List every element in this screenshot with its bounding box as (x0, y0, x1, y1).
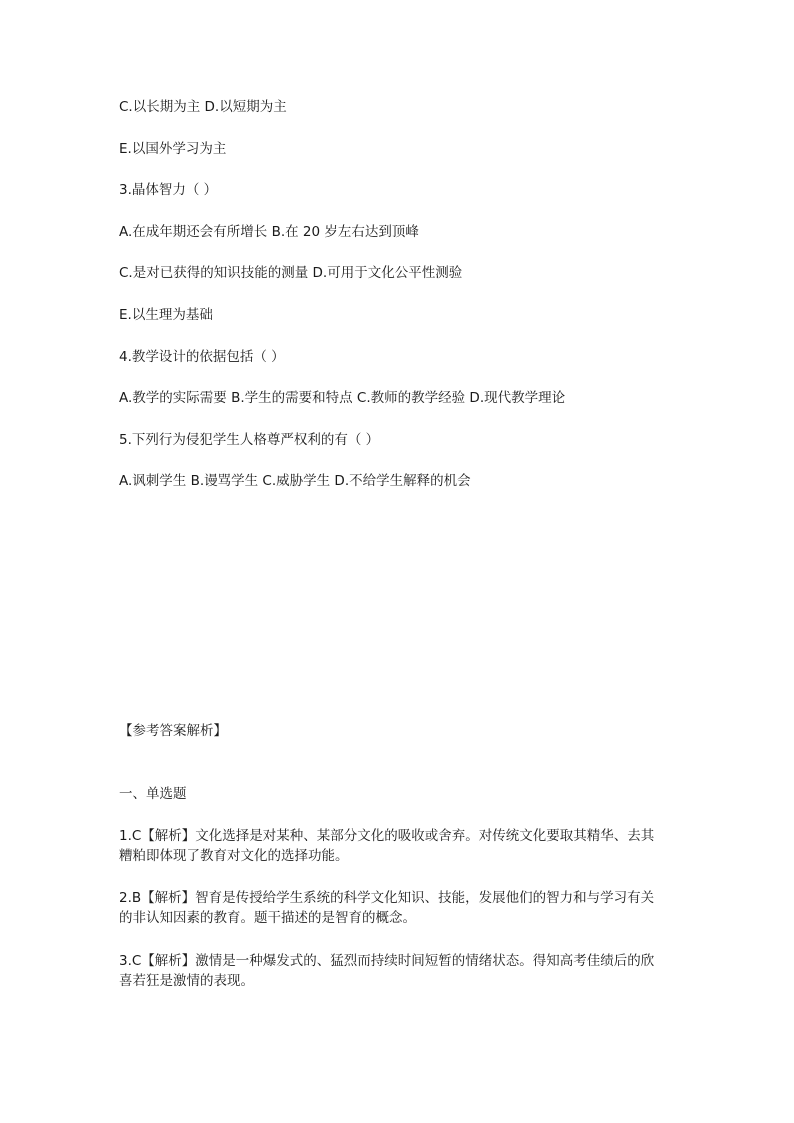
answer-1-line-1: 1.C【解析】文化选择是对某种、某部分文化的吸收或舍弃。对传统文化要取其精华、去其 (119, 828, 655, 844)
answer-3-line-2: 喜若狂是激情的表现。 (119, 973, 254, 989)
q3-options-cd: C.是对已获得的知识技能的测量 D.可用于文化公平性测验 (119, 265, 463, 281)
answer-3-line-1: 3.C【解析】激情是一种爆发式的、猛烈而持续时间短暂的情绪状态。得知高考佳绩后的欣 (119, 953, 655, 969)
answer-3 (119, 951, 679, 991)
section-title: 一、单选题 (119, 786, 187, 802)
answer-1-line-2: 糟粕即体现了教育对文化的选择功能。 (119, 848, 349, 864)
answer-2 (119, 888, 679, 928)
q3-option-e: E.以生理为基础 (119, 307, 213, 323)
answer-2-line-1: 2.B【解析】智育是传授给学生系统的科学文化知识、技能，发展他们的智力和与学习有关 (119, 890, 655, 906)
q5-options: A.讽刺学生 B.谩骂学生 C.威胁学生 D.不给学生解释的机会 (119, 473, 471, 489)
q2-option-e: E.以国外学习为主 (119, 141, 227, 157)
q4-stem: 4.教学设计的依据包括（ ） (119, 349, 285, 365)
answers-heading: 【参考答案解析】 (119, 723, 227, 739)
q3-stem: 3.晶体智力（ ） (119, 182, 218, 198)
answer-1 (119, 826, 679, 866)
q2-options-cd: C.以长期为主 D.以短期为主 (119, 99, 287, 115)
q4-options: A.教学的实际需要 B.学生的需要和特点 C.教师的教学经验 D.现代教学理论 (119, 390, 566, 406)
answer-2-line-2: 的非认知因素的教育。题干描述的是智育的概念。 (119, 910, 416, 926)
q5-stem: 5.下列行为侵犯学生人格尊严权利的有（ ） (119, 432, 380, 448)
q3-options-ab: A.在成年期还会有所增长 B.在 20 岁左右达到顶峰 (119, 224, 419, 240)
